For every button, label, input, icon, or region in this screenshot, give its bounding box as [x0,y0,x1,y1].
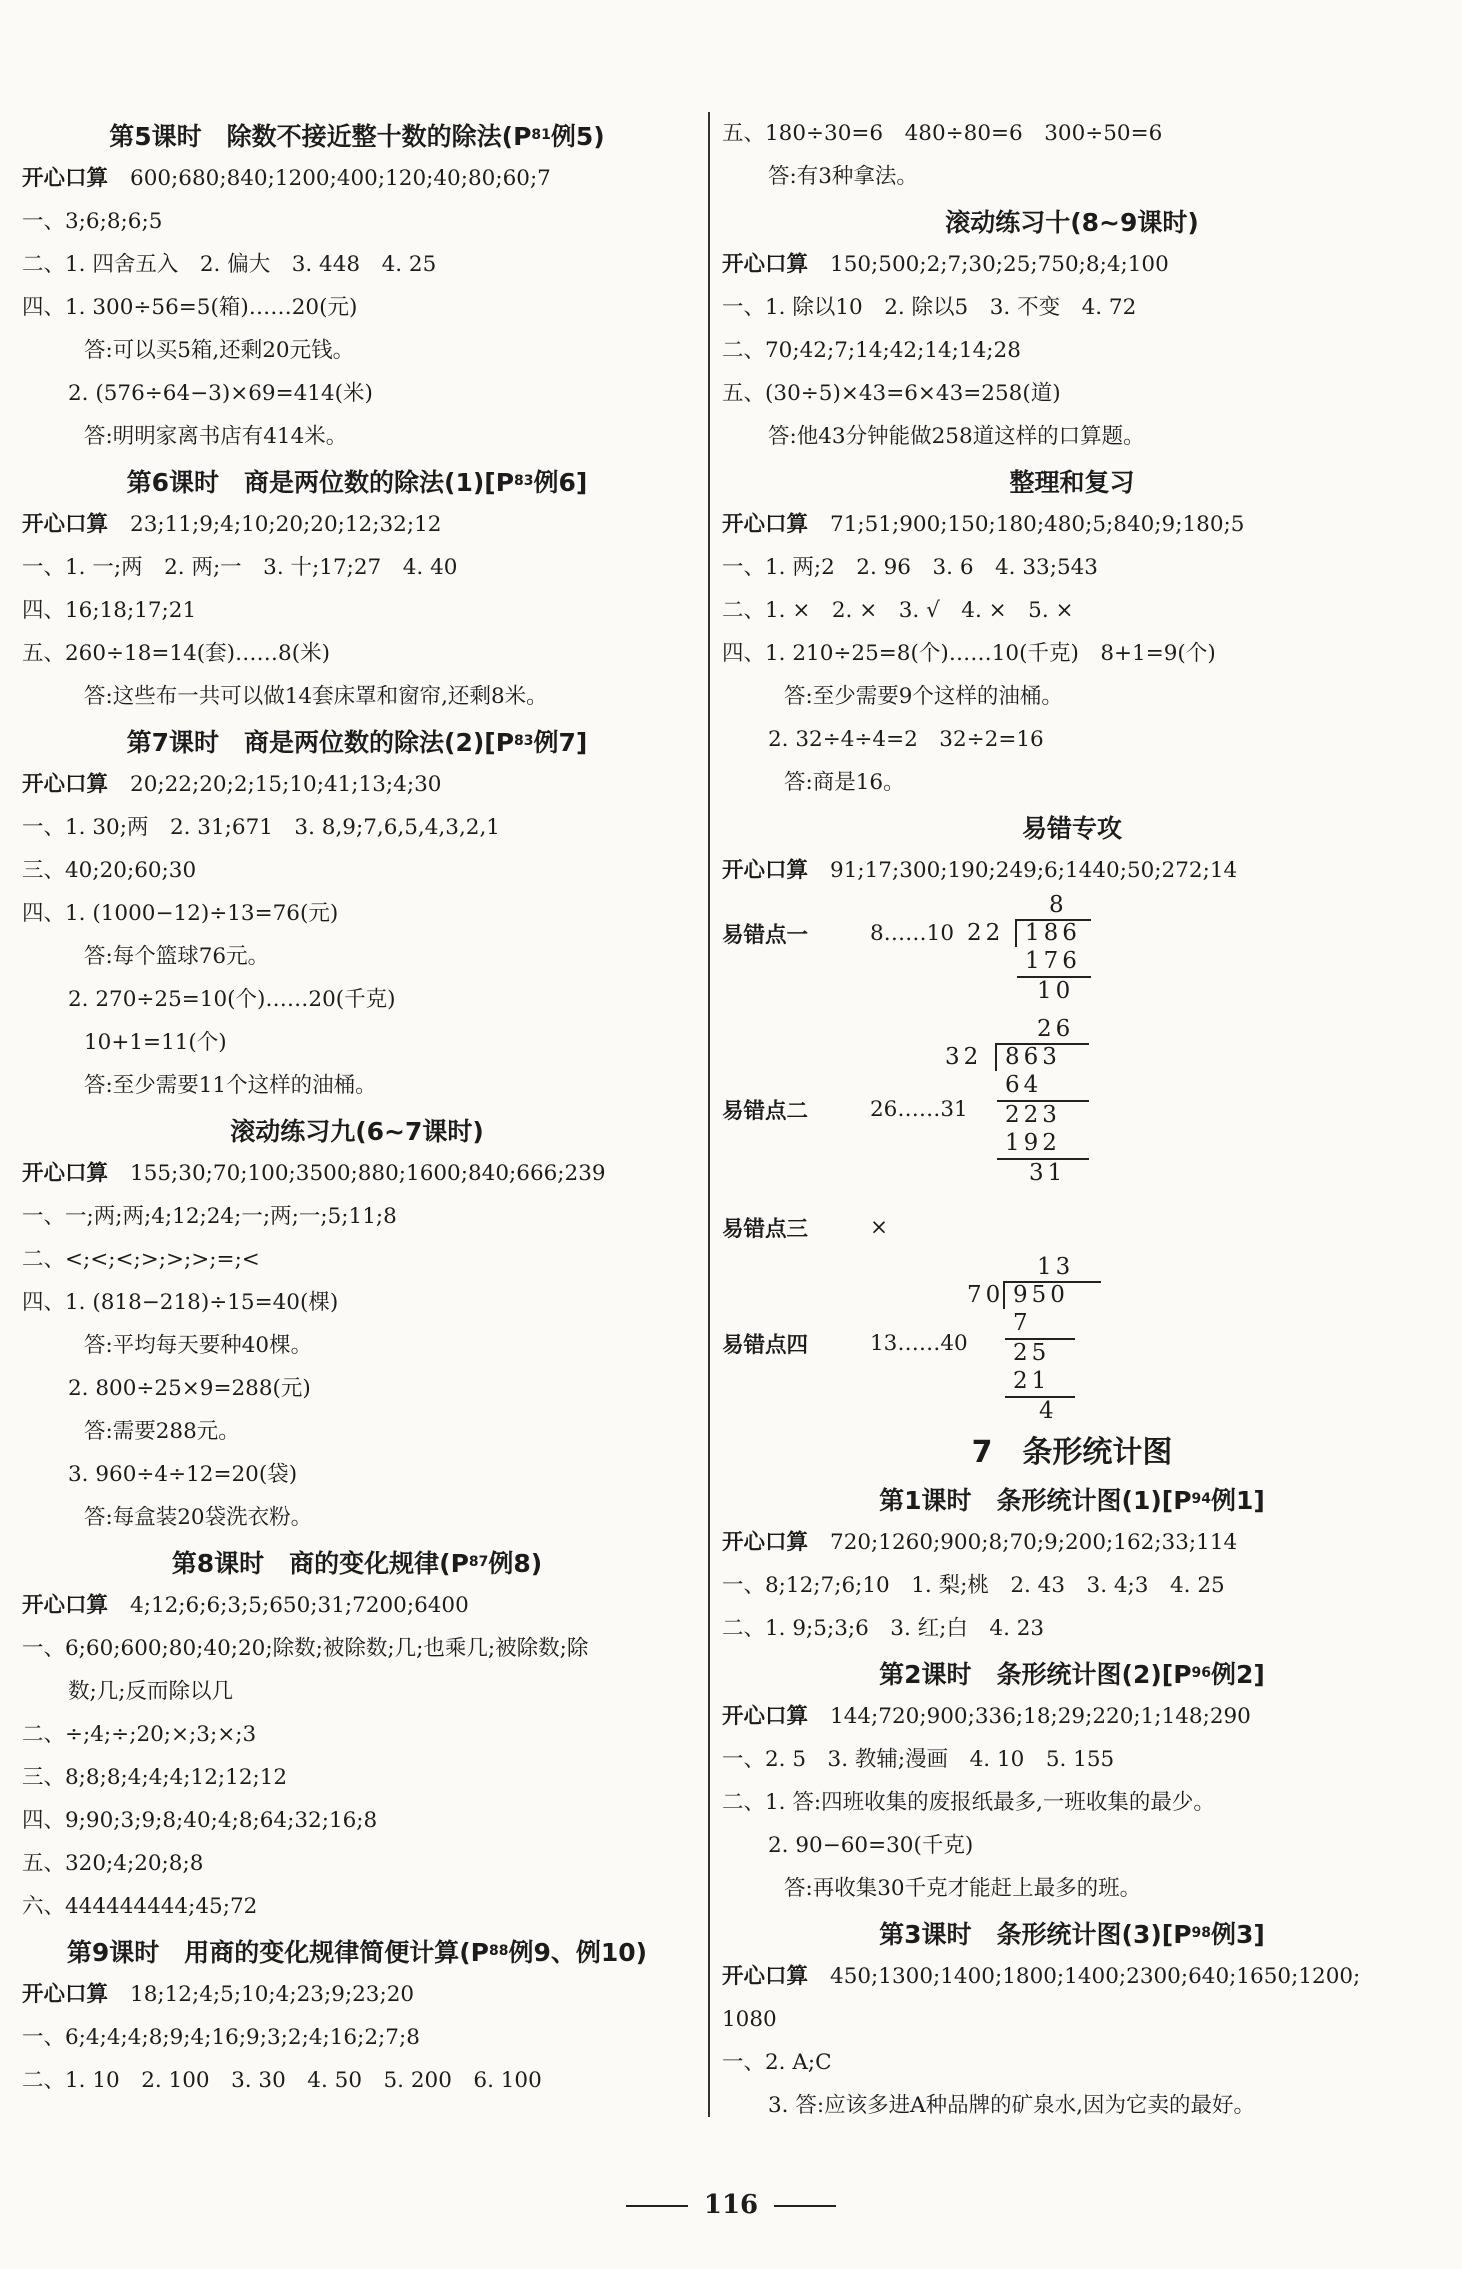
answer-line: 3. 答:应该多进A种品牌的矿泉水,因为它卖的最好。 [768,2093,1255,2118]
answer-line: 2. (576÷64−3)×69=414(米) [68,381,373,406]
answer-line: 3. 960÷4÷12=20(袋) [68,1462,298,1487]
answer-line: 开心口算 4;12;6;6;3;5;650;31;7200;6400 [22,1593,469,1618]
division-bracket [1015,919,1017,947]
partial-product: 176 [1025,948,1081,974]
answer-line: 一、2. A;C [722,2050,832,2075]
answer-line: 答:明明家离书店有414米。 [84,424,348,449]
answer-line: 三、8;8;8;4;4;4;12;12;12 [22,1765,288,1790]
answer-line: 一、2. 5 3. 教辅;漫画 4. 10 5. 155 [722,1747,1115,1772]
answer-line: 一、1. 两;2 2. 96 3. 6 4. 33;543 [722,555,1098,580]
answer-line: 四、1. (818−218)÷15=40(棵) [22,1290,339,1315]
answer-line: 一、1. 一;两 2. 两;一 3. 十;17;27 4. 40 [22,555,458,580]
dividend: 950 [1013,1282,1069,1308]
section-title: 滚动练习十(8~9课时) [945,207,1199,237]
answer-line: 四、1. (1000−12)÷13=76(元) [22,901,339,926]
answer-line: 答:平均每天要种40棵。 [84,1333,313,1358]
answer-line: 10+1=11(个) [84,1030,227,1055]
answer-line: 开心口算 20;22;20;2;15;10;41;13;4;30 [22,772,442,797]
section-title: 第9课时 用商的变化规律简便计算(P 88 例9、例10) [66,1937,648,1967]
answer-line: 开心口算 18;12;4;5;10;4;23;9;23;20 [22,1982,415,2007]
page-number-text: 116 [703,2190,759,2220]
column-divider [708,112,710,2117]
partial-product: 21 [1013,1368,1051,1394]
answer-line: 答:这些布一共可以做14套床罩和窗帘,还剩8米。 [84,684,548,709]
answer-line: 开心口算 71;51;900;150;180;480;5;840;9;180;5 [722,512,1245,537]
section-title: 第6课时 商是两位数的除法(1)[P 83 例6] [126,467,588,497]
dash-right [774,2205,836,2207]
answer-line: 开心口算 91;17;300;190;249;6;1440;50;272;14 [722,858,1238,883]
answer-line: 四、9;90;3;9;8;40;4;8;64;32;16;8 [22,1808,378,1833]
section-title: 第2课时 条形统计图(2)[P 96 例2] [879,1659,1265,1689]
error-point-1: 易错点一 8……10 [722,921,955,948]
answer-line: 二、<;<;<;>;>;>;=;< [22,1247,260,1272]
page-number [0,2190,1462,2220]
answer-line: 一、1. 30;两 2. 31;671 3. 8,9;7,6,5,4,3,2,1 [22,815,500,840]
answer-line: 答:他43分钟能做258道这样的口算题。 [768,424,1145,449]
division-bracket [995,1043,997,1071]
dividend: 863 [1005,1044,1061,1070]
section-title: 整理和复习 [1009,467,1135,497]
dividend: 186 [1025,920,1081,946]
quotient: 13 [1037,1254,1075,1280]
answer-line: 开心口算 144;720;900;336;18;29;220;1;148;290 [722,1704,1251,1729]
section-title: 易错专攻 [1021,813,1122,843]
partial-product: 192 [1005,1130,1061,1156]
answer-line: 2. 800÷25×9=288(元) [68,1376,311,1401]
answer-line: 一、3;6;8;6;5 [22,209,163,234]
answer-line: 三、40;20;60;30 [22,858,197,883]
long-division-2 [945,1016,1107,1196]
section-title: 滚动练习九(6~7课时) [230,1116,484,1146]
section-title: 第5课时 除数不接近整十数的除法(P 81 例5) [109,121,605,151]
answer-line: 数;几;反而除以几 [68,1679,233,1704]
answer-line: 答:商是16。 [784,770,905,795]
left-column [22,112,692,2102]
error-point-4: 易错点四 13……40 [722,1331,968,1358]
answer-line: 答:有3种拿法。 [768,164,918,189]
answer-line: 开心口算 150;500;2;7;30;25;750;8;4;100 [722,252,1169,277]
answer-line: 五、180÷30=6 480÷80=6 300÷50=6 [722,121,1163,146]
answer-line: 二、÷;4;÷;20;×;3;×;3 [22,1722,257,1747]
answer-line: 开心口算 155;30;70;100;3500;880;1600;840;666;239 [22,1161,606,1186]
answer-line: 开心口算 600;680;840;1200;400;120;40;80;60;7 [22,166,551,191]
answer-line: 答:至少需要11个这样的油桶。 [84,1073,377,1098]
answer-line: 开心口算 720;1260;900;8;70;9;200;162;33;114 [722,1530,1238,1555]
remainder: 4 [1039,1398,1058,1424]
answer-line: 二、1. 答:四班收集的废报纸最多,一班收集的最少。 [722,1790,1215,1815]
quotient: 8 [1049,892,1068,918]
answer-line: 四、1. 210÷25=8(个)……10(千克) 8+1=9(个) [722,641,1216,666]
remainder: 10 [1037,978,1075,1004]
answer-line: 二、1. × 2. × 3. √ 4. × 5. × [722,598,1074,623]
divisor: 32 [945,1044,983,1070]
long-division-3 [967,1254,1127,1434]
quotient: 26 [1037,1016,1075,1042]
partial-dividend: 223 [1005,1102,1061,1128]
answer-line: 答:可以买5箱,还剩20元钱。 [84,338,355,363]
answer-line: 2. 270÷25=10(个)……20(千克) [68,987,396,1012]
section-title: 第7课时 商是两位数的除法(2)[P 83 例7] [126,727,588,757]
divisor: 22 [967,920,1005,946]
answer-line: 一、8;12;7;6;10 1. 梨;桃 2. 43 3. 4;3 4. 25 [722,1573,1225,1598]
partial-dividend: 25 [1013,1340,1051,1366]
answer-line: 一、6;60;600;80;40;20;除数;被除数;几;也乘几;被除数;除 [22,1636,589,1661]
answer-line: 答:每盒装20袋洗衣粉。 [84,1505,313,1530]
answer-line: 五、320;4;20;8;8 [22,1851,204,1876]
chapter-title: 7 条形统计图 [971,1435,1173,1470]
remainder: 31 [1029,1160,1067,1186]
answer-line: 答:需要288元。 [84,1419,240,1444]
long-division-1 [967,892,1107,1022]
answer-line: 二、1. 四舍五入 2. 偏大 3. 448 4. 25 [22,252,437,277]
answer-line: 一、6;4;4;4;8;9;4;16;9;3;2;4;16;2;7;8 [22,2025,420,2050]
answer-line: 一、一;两;两;4;12;24;一;两;一;5;11;8 [22,1204,397,1229]
answer-line: 2. 32÷4÷4=2 32÷2=16 [768,727,1044,752]
error-point-3: 易错点三 × [722,1215,889,1242]
answer-line: 1080 [722,2007,777,2032]
answer-line: 五、(30÷5)×43=6×43=258(道) [722,381,1061,406]
answer-line: 二、70;42;7;14;42;14;14;28 [722,338,1021,363]
answer-line: 四、16;18;17;21 [22,598,197,623]
answer-line: 答:每个篮球76元。 [84,944,270,969]
partial-product: 7 [1013,1310,1032,1336]
answer-line: 答:至少需要9个这样的油桶。 [784,684,1063,709]
right-column [722,112,1422,2127]
error-point-2: 易错点二 26……31 [722,1097,968,1124]
answer-line: 一、1. 除以10 2. 除以5 3. 不变 4. 72 [722,295,1137,320]
answer-line: 二、1. 10 2. 100 3. 30 4. 50 5. 200 6. 100 [22,2068,542,2093]
answer-line: 六、444444444;45;72 [22,1894,258,1919]
section-title: 第8课时 商的变化规律(P 87 例8) [171,1548,543,1578]
answer-line: 四、1. 300÷56=5(箱)……20(元) [22,295,358,320]
section-title: 第1课时 条形统计图(1)[P 94 例1] [879,1485,1265,1515]
section-title: 第3课时 条形统计图(3)[P 98 例3] [879,1919,1265,1949]
answer-line: 二、1. 9;5;3;6 3. 红;白 4. 23 [722,1616,1045,1641]
dash-left [626,2205,688,2207]
answer-line: 开心口算 450;1300;1400;1800;1400;2300;640;1650;1200; [722,1964,1361,1989]
answer-line: 五、260÷18=14(套)……8(米) [22,641,331,666]
error-points-block [722,892,1422,1422]
answer-line: 开心口算 23;11;9;4;10;20;20;12;32;12 [22,512,442,537]
partial-product: 64 [1005,1072,1043,1098]
answer-line: 2. 90−60=30(千克) [768,1833,974,1858]
answer-line: 答:再收集30千克才能赶上最多的班。 [784,1876,1142,1901]
divisor: 70 [967,1282,1005,1308]
